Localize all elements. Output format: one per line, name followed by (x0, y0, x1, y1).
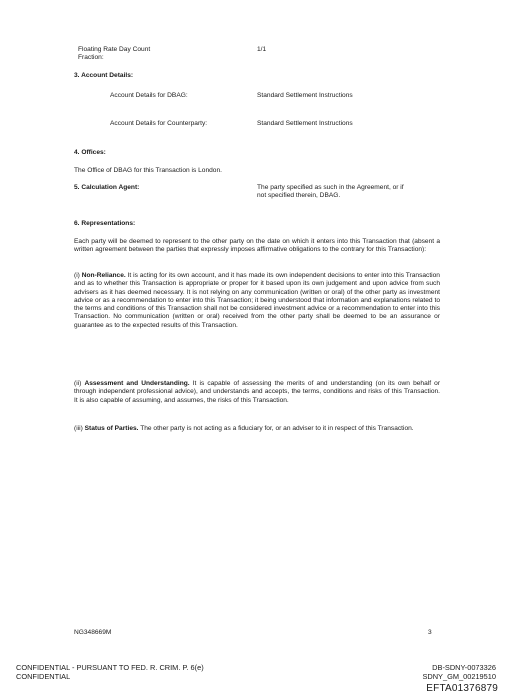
account-details-dbag-label: Account Details for DBAG: (110, 92, 188, 99)
confidential-notice (16, 663, 204, 681)
calculation-agent-heading: 5. Calculation Agent: (74, 184, 140, 191)
non-reliance-prefix: (i) (74, 272, 82, 279)
representations-heading: 6. Representations: (74, 220, 136, 227)
page-number: 3 (428, 629, 432, 636)
offices-text: The Office of DBAG for this Transaction is London. (74, 167, 222, 174)
non-reliance-title: Non-Reliance. (81, 272, 126, 279)
document-id: NG348669M (74, 629, 112, 636)
efta-number: EFTA01376879 (426, 683, 498, 694)
confidential-line2: CONFIDENTIAL (16, 672, 71, 681)
account-details-counterparty-label: Account Details for Counterparty: (110, 120, 208, 127)
floating-rate-value: 1/1 (257, 46, 267, 53)
confidential-line1: CONFIDENTIAL - PURSUANT TO FED. R. CRIM. P. 6(e) (16, 663, 204, 672)
non-reliance-body: It is acting for its own account, and it has made its own independent decisions to enter into this Transaction and as to whether this Transaction is appropriate or proper for it based upon its own judgement and upon advice from such advisers as it has deemed necessary. It is not relying on any communication (written or oral) of the other party as investment advice or as a recommendation to enter into this Transaction; it being understood that information and explanations related to the terms and conditions of this Transaction shall not be considered investment advice or a recommendation to enter into this Transaction. No communication (written or oral) received from the other party shall be deemed to be an assurance or guarantee as to the expected results of this Transaction. (74, 272, 440, 329)
assessment-body: It is capable of assessing the merits of and understanding (on its own behalf or through independent professional advice), and understands and accepts, the terms, conditions and risks of this Transaction. It is also capable of assuming, and assumes, the risks of this Transaction. (74, 380, 441, 404)
assessment-prefix: (ii) (74, 380, 85, 387)
representation-non-reliance (74, 272, 440, 330)
account-details-counterparty-value: Standard Settlement Instructions (257, 120, 353, 127)
bates-line1: DB-SDNY-0073326 (432, 663, 496, 672)
assessment-title: Assessment and Understanding. (84, 380, 190, 387)
calculation-agent-value (257, 184, 404, 200)
calculation-agent-value-line1: The party specified as such in the Agreement, or if (257, 184, 404, 191)
account-details-dbag-value: Standard Settlement Instructions (257, 92, 353, 99)
offices-heading: 4. Offices: (74, 149, 106, 156)
status-body: The other party is not acting as a fiduciary for, or an adviser to it in respect of this Transaction. (138, 425, 414, 432)
representation-status-of-parties (74, 425, 440, 433)
floating-rate-label (78, 46, 150, 62)
bates-numbers (422, 663, 496, 681)
account-details-heading: 3. Account Details: (74, 72, 134, 79)
bates-line2: SDNY_GM_00219510 (422, 672, 496, 681)
floating-rate-label-line1: Floating Rate Day Count (78, 46, 151, 53)
status-title: Status of Parties. (84, 425, 139, 432)
representations-intro: Each party will be deemed to represent to the other party on the date on which it enters into this Transaction that (absent a written agreement between the parties that expressly imposes affirmative obligations to the contrary for this Transaction): (74, 238, 440, 254)
calculation-agent-value-line2: not specified therein, DBAG. (257, 192, 341, 200)
representation-assessment (74, 380, 440, 405)
floating-rate-label-line2: Fraction: (78, 54, 104, 62)
status-prefix: (iii) (74, 425, 85, 432)
